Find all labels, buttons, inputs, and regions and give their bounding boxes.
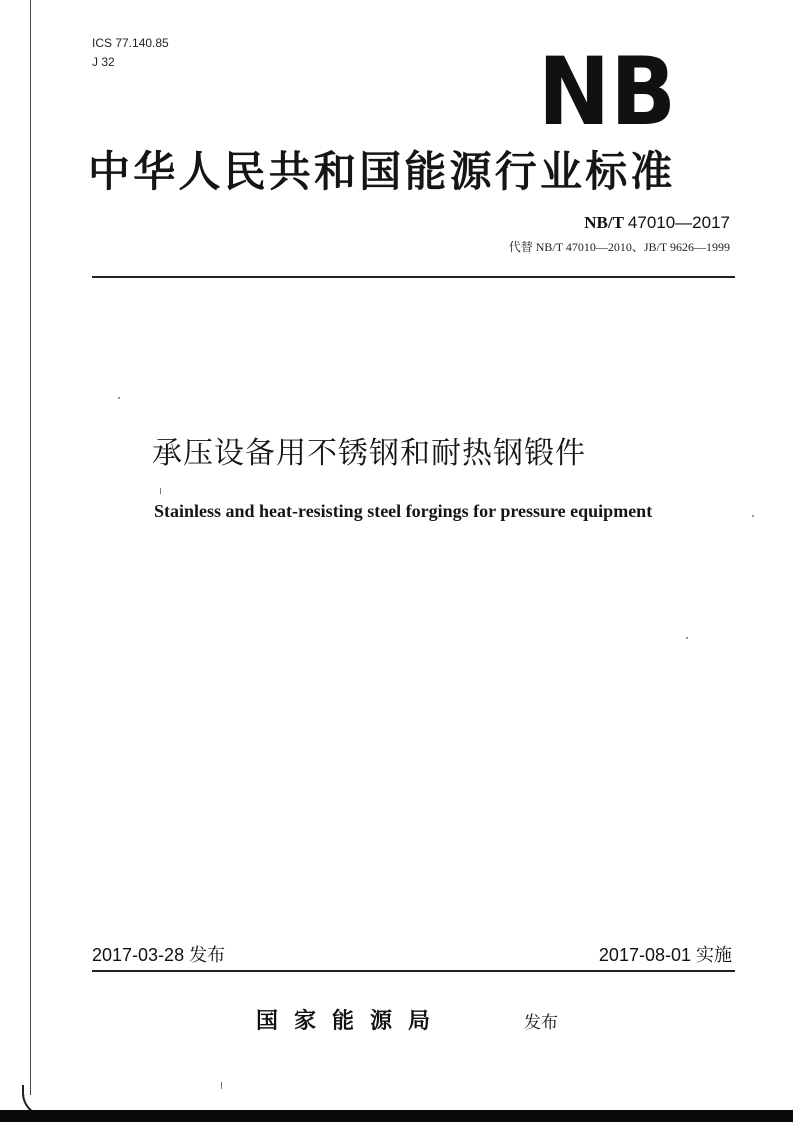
title-chinese: 承压设备用不锈钢和耐热钢锻件	[152, 436, 586, 471]
standard-code-number: 47010—2017	[627, 213, 730, 232]
scan-speck	[118, 397, 120, 399]
scan-speck	[752, 515, 754, 517]
standard-code	[584, 213, 730, 233]
ics-code: ICS 77.140.85	[92, 36, 169, 50]
scan-edge-bottom	[0, 1110, 793, 1122]
classification-block	[92, 34, 169, 72]
publisher-name: 国家能源局	[256, 1008, 447, 1034]
standard-code-prefix: NB/T	[584, 213, 624, 232]
title-english: Stainless and heat-resisting steel forgings for pressure equipment	[154, 501, 653, 521]
header-divider	[92, 276, 735, 278]
publisher-suffix: 发布	[524, 1013, 558, 1033]
implementation-date: 2017-08-01 实施	[598, 945, 732, 965]
replaces-note: 代替 NB/T 47010—2010、JB/T 9626—1999	[508, 240, 730, 254]
ccs-code: J 32	[92, 55, 115, 69]
scan-speck	[221, 1082, 222, 1089]
standard-category: 中华人民共和国能源行业标准	[88, 147, 676, 196]
scan-speck	[160, 488, 161, 494]
scan-speck	[686, 637, 688, 639]
nb-logo	[536, 50, 678, 128]
footer-divider	[92, 970, 735, 972]
nb-logo-text: NB	[538, 50, 676, 128]
scan-edge-left	[30, 0, 31, 1095]
issue-date: 2017-03-28 发布	[92, 945, 226, 965]
